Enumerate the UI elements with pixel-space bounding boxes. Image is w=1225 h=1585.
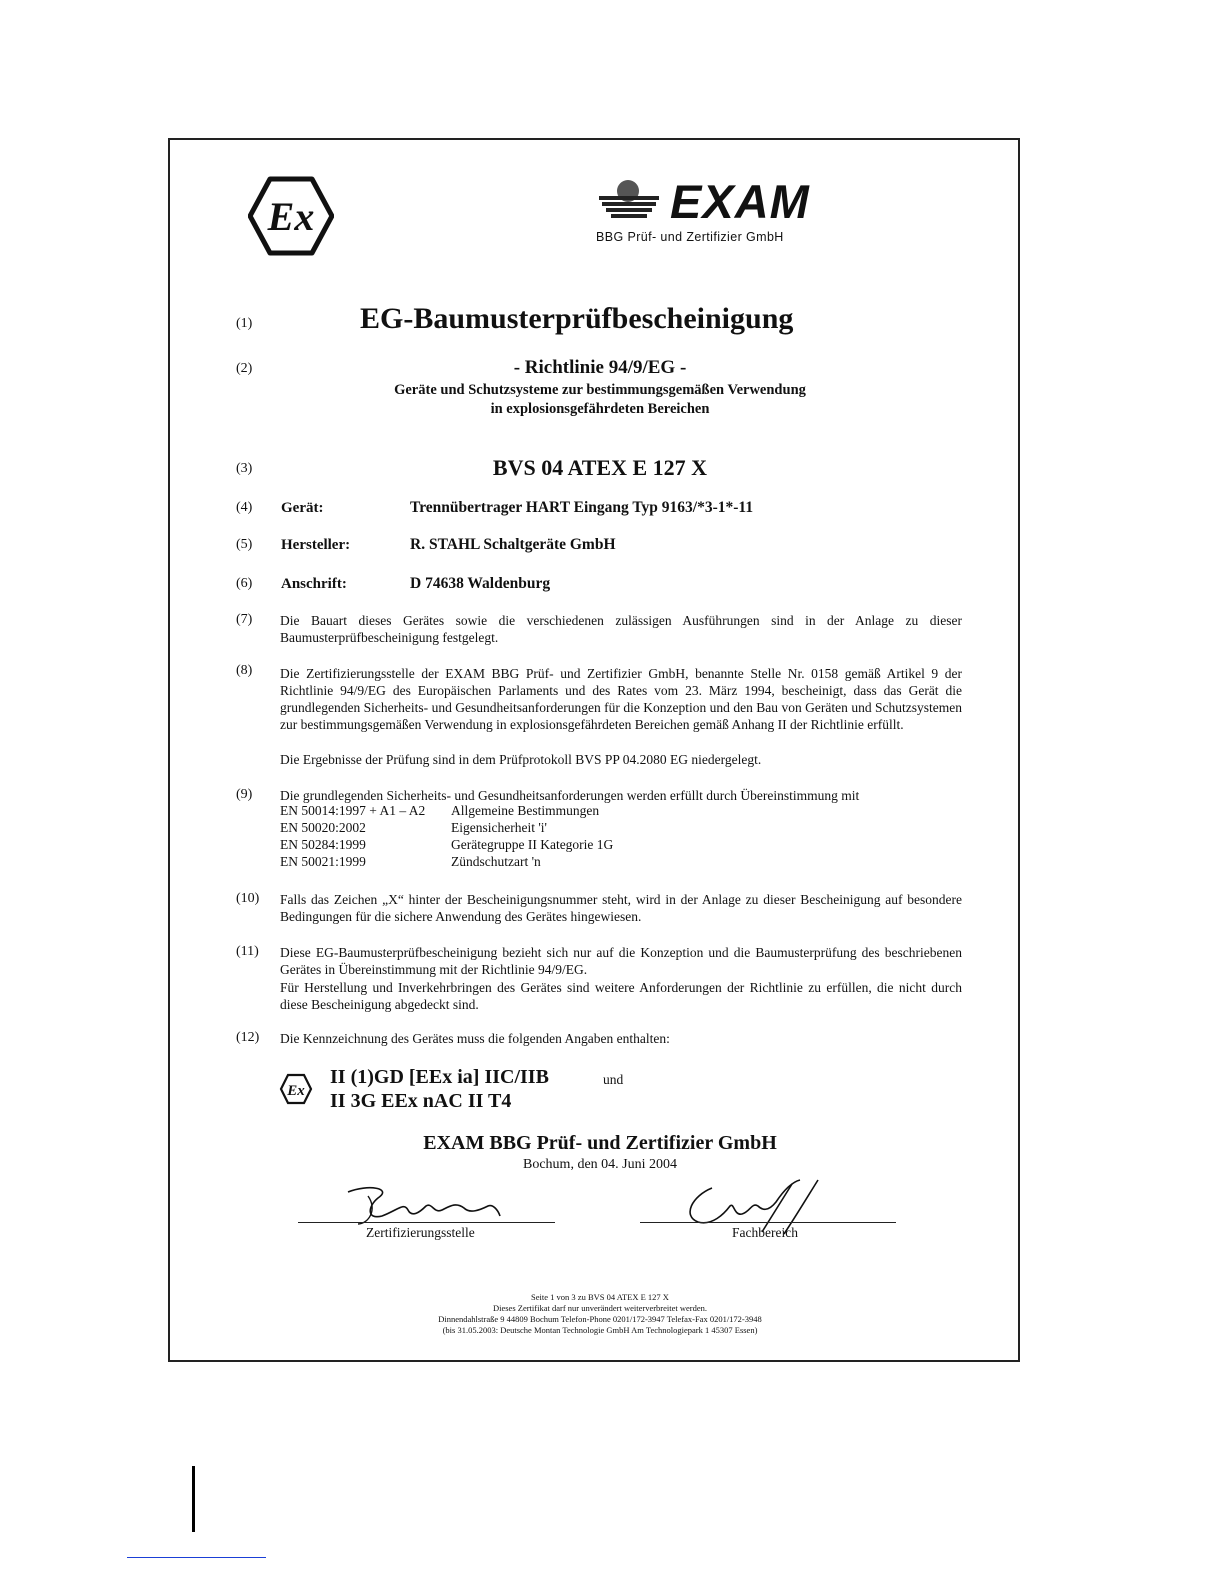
marking-line-2: II 3G EEx nAC II T4 [330, 1090, 512, 1112]
svg-text:Ex: Ex [287, 1083, 305, 1099]
section-number: (4) [236, 500, 253, 515]
issuer-name: EXAM BBG Prüf- und Zertifizier GmbH [423, 1132, 777, 1154]
section-number: (9) [236, 787, 253, 802]
place-date: Bochum, den 04. Juni 2004 [523, 1157, 677, 1172]
section-number: (8) [236, 663, 253, 678]
svg-text:Ex: Ex [267, 194, 315, 239]
device-label: Gerät: [281, 500, 324, 516]
paragraph-11: Diese EG-Baumusterprüfbescheinigung bezieht sich nur auf die Konzeption und die Baumusterprüfung des beschriebenen Gerätes in Übereinstimmung mit der Richtlinie 94/9/EG. [280, 945, 962, 977]
norm-standard: EN 50020:2002 [280, 820, 366, 835]
paragraph-11-additional: Für Herstellung und Inverkehrbringen des Gerätes sind weitere Anforderungen der Richtlinie zu erfüllen, die nicht durch diese Bescheinigung abgedeckt sind. [280, 980, 962, 1012]
document-title: EG-Baumusterprüfbescheinigung [360, 302, 794, 335]
ex-hexagon-logo [248, 176, 334, 256]
norm-description: Eigensicherheit 'i' [451, 820, 547, 835]
footer-address: Dinnendahlstraße 9 44809 Bochum Telefon-Phone 0201/172-3947 Telefax-Fax 0201/172-3948 [438, 1314, 762, 1324]
exam-logo-subtitle: BBG Prüf- und Zertifizier GmbH [596, 230, 784, 244]
signature-line-right [640, 1222, 896, 1223]
norm-description: Gerätegruppe II Kategorie 1G [451, 837, 614, 852]
manufacturer-value: R. STAHL Schaltgeräte GmbH [410, 536, 616, 553]
footer-notice: Dieses Zertifikat darf nur unverändert weiterverbreitet werden. [492, 1303, 708, 1313]
marking-conjunction: und [603, 1072, 624, 1087]
paragraph-8-results: Die Ergebnisse der Prüfung sind in dem Prüfprotokoll BVS PP 04.2080 EG niedergelegt. [280, 752, 762, 767]
signature-caption-right: Fachbereich [732, 1225, 798, 1240]
section-number: (5) [236, 537, 253, 552]
norm-description: Zündschutzart 'n [451, 854, 541, 869]
ex-marking-icon [279, 1073, 313, 1105]
section-number: (2) [236, 361, 253, 376]
address-value: D 74638 Waldenburg [410, 575, 551, 592]
paragraph-7: Die Bauart dieses Gerätes sowie die verschiedenen zulässigen Ausführungen sind in der Anlage zu dieser Baumusterprüfbescheinigung festgelegt. [280, 613, 962, 645]
paragraph-10: Falls das Zeichen „X“ hinter der Bescheinigungsnummer steht, wird in der Anlage zu dieser Bescheinigung auf besondere Bedingungen für die sichere Anwendung des Gerätes hingewiesen. [280, 892, 962, 924]
paragraph-12: Die Kennzeichnung des Gerätes muss die folgenden Angaben enthalten: [280, 1031, 670, 1046]
address-label: Anschrift: [281, 576, 347, 592]
marking-line-1: II (1)GD [EEx ia] IIC/IIB [330, 1066, 549, 1088]
section-number: (7) [236, 612, 253, 627]
footer-page-info: Seite 1 von 3 zu BVS 04 ATEX E 127 X [531, 1292, 669, 1302]
norm-description: Allgemeine Bestimmungen [451, 803, 600, 818]
footer-previous-address: (bis 31.05.2003: Deutsche Montan Technologie GmbH Am Technologiepark 1 45307 Essen) [442, 1325, 758, 1335]
directive-description: Geräte und Schutzsysteme zur bestimmungsgemäßen Verwendung [394, 382, 806, 398]
section-number: (3) [236, 461, 253, 476]
device-value: Trennübertrager HART Eingang Typ 9163/*3-1*-11 [410, 499, 754, 516]
section-number: (12) [236, 1030, 260, 1045]
bottom-rule [127, 1557, 266, 1558]
certificate-number: BVS 04 ATEX E 127 X [492, 455, 708, 480]
margin-bar [192, 1466, 195, 1532]
paragraph-8: Die Zertifizierungsstelle der EXAM BBG Prüf- und Zertifizier GmbH, benannte Stelle Nr. 0158 gemäß Artikel 9 der Richtlinie 94/9/EG des Europäischen Parlaments und des Rates vom 23. März 1994, bescheinigt, dass das Gerät die grundlegenden Sicherheits- und Gesundheitsanforderungen für die Konzeption und den Bau von Geräten und Schutzsystemen zur bestimmungsgemäßen Verwendung in explosionsgefährdeten Bereichen gemäß Anhang II der Richtlinie erfüllt. [280, 666, 962, 732]
section-number: (1) [236, 316, 253, 331]
norm-standard: EN 50284:1999 [280, 837, 366, 852]
section-number: (10) [236, 891, 260, 906]
norm-standard: EN 50021:1999 [280, 854, 366, 869]
exam-logo-text: EXAM [670, 175, 810, 228]
directive-line: - Richtlinie 94/9/EG - [513, 357, 687, 378]
paragraph-9: Die grundlegenden Sicherheits- und Gesundheitsanforderungen werden erfüllt durch Übereinstimmung mit [280, 788, 860, 803]
section-number: (11) [236, 944, 259, 959]
directive-description: in explosionsgefährdeten Bereichen [490, 401, 710, 417]
signature-caption-left: Zertifizierungsstelle [366, 1225, 475, 1240]
signature-line-left [298, 1222, 555, 1223]
section-number: (6) [236, 576, 253, 591]
norm-standard: EN 50014:1997 + A1 – A2 [280, 803, 426, 818]
manufacturer-label: Hersteller: [281, 537, 351, 553]
